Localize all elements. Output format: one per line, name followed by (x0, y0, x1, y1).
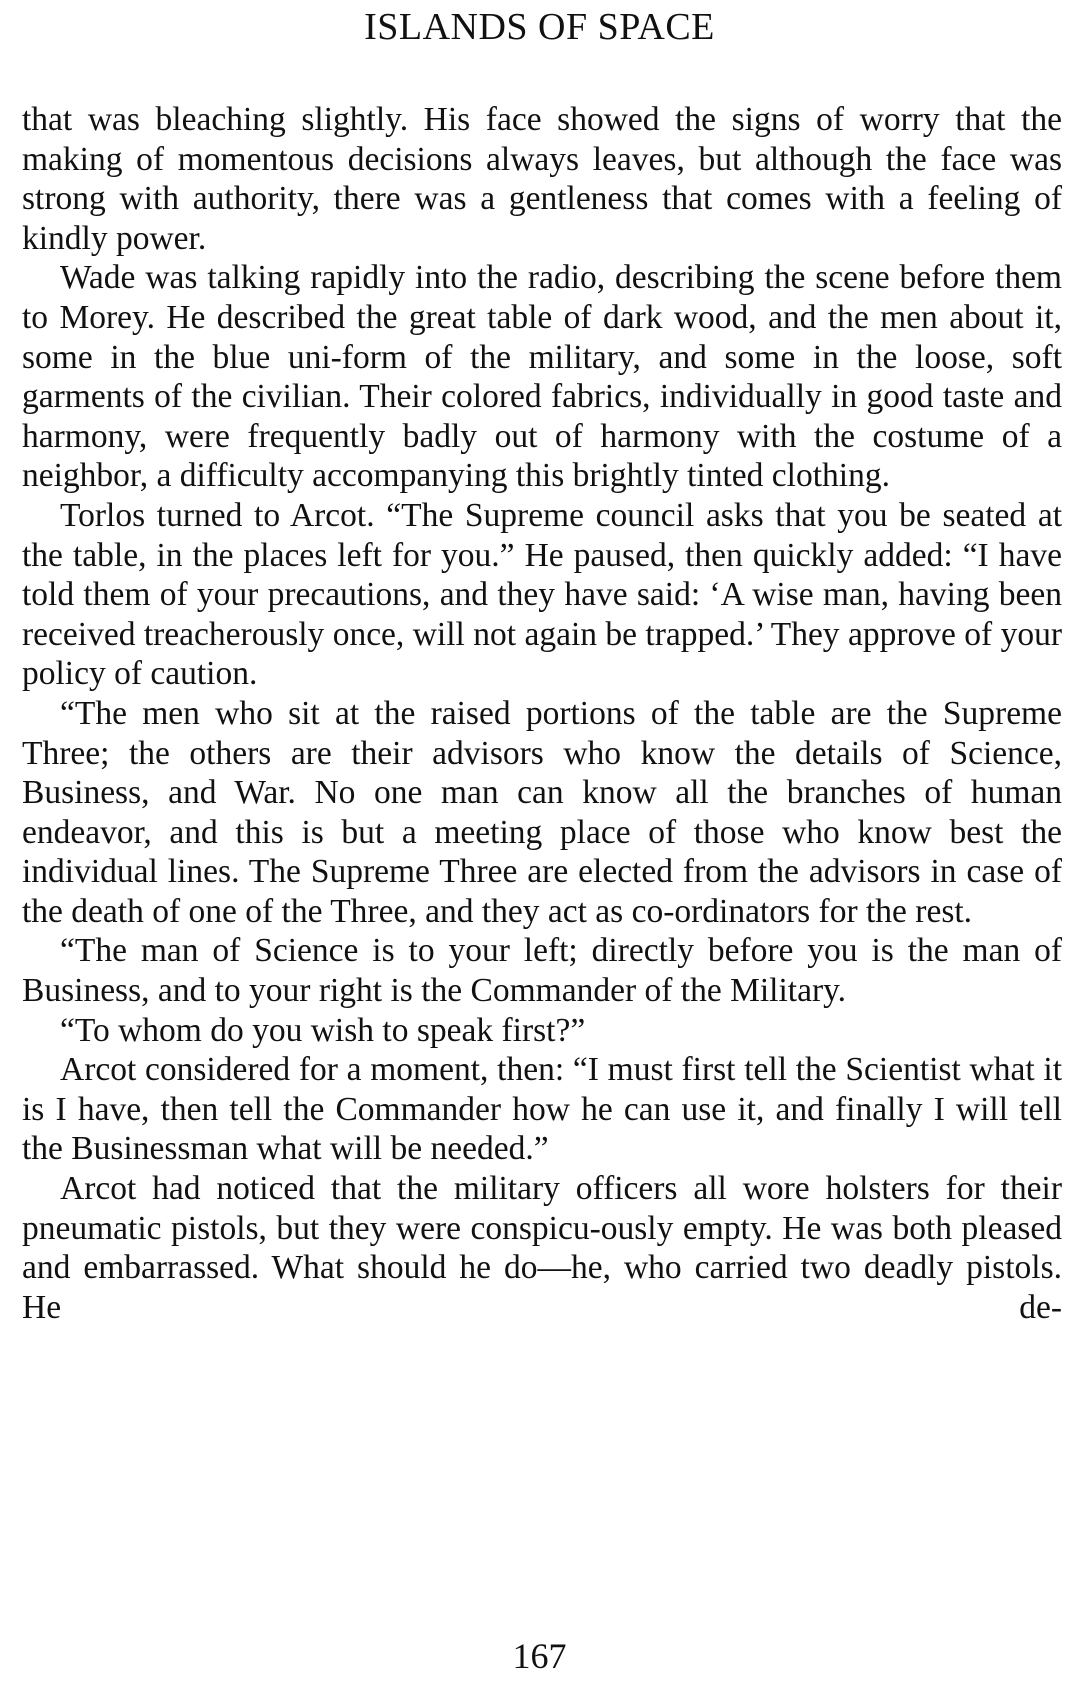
page-number: 167 (512, 1636, 567, 1676)
paragraph: Wade was talking rapidly into the radio, describing the scene before them to Morey. He described the great table of dark wood, and the men about it, some in the blue uni-form of the military, and some in the loose, soft garments of the civilian. Their colored fabrics, individually in good taste and harmony, were frequently badly out of harmony with the costume of a neighbor, a difficulty accompanying this brightly tinted clothing. (22, 259, 1062, 495)
paragraph: that was bleaching slightly. His face showed the signs of worry that the making of momentous decisions always leaves, but although the face was strong with authority, there was a gentleness that comes with a feeling of kindly power. (22, 101, 1062, 257)
paragraph: Torlos turned to Arcot. “The Supreme council asks that you be seated at the table, in the places left for you.” He paused, then quickly added: “I have told them of your precautions, and they have said: ‘A wise man, having been received treacherously once, will not again be trapped.’ They approve of your policy of caution. (22, 496, 1062, 693)
book-page (14, 0, 1065, 1698)
body-text (22, 100, 1062, 1327)
paragraph: “To whom do you wish to speak first?” (60, 1011, 586, 1049)
paragraph: Arcot had noticed that the military officers all wore holsters for their pneumatic pistols, but they were conspicu-ously empty. He was both pleased and embarrassed. What should he do—he, who carried two deadly pistols. He de- (22, 1170, 1062, 1326)
running-head: ISLANDS OF SPACE (364, 6, 715, 48)
paragraph: “The man of Science is to your left; directly before you is the man of Business, and to your right is the Commander of the Military. (22, 932, 1062, 1010)
paragraph: Arcot considered for a moment, then: “I must first tell the Scientist what it is I have, then tell the Commander how he can use it, and finally I will tell the Businessman what will be needed.” (22, 1051, 1062, 1168)
paragraph: “The men who sit at the raised portions of the table are the Supreme Three; the others are their advisors who know the details of Science, Business, and War. No one man can know all the branches of human endeavor, and this is but a meeting place of those who know best the individual lines. The Supreme Three are elected from the advisors in case of the death of one of the Three, and they act as co-ordinators for the rest. (22, 694, 1062, 930)
